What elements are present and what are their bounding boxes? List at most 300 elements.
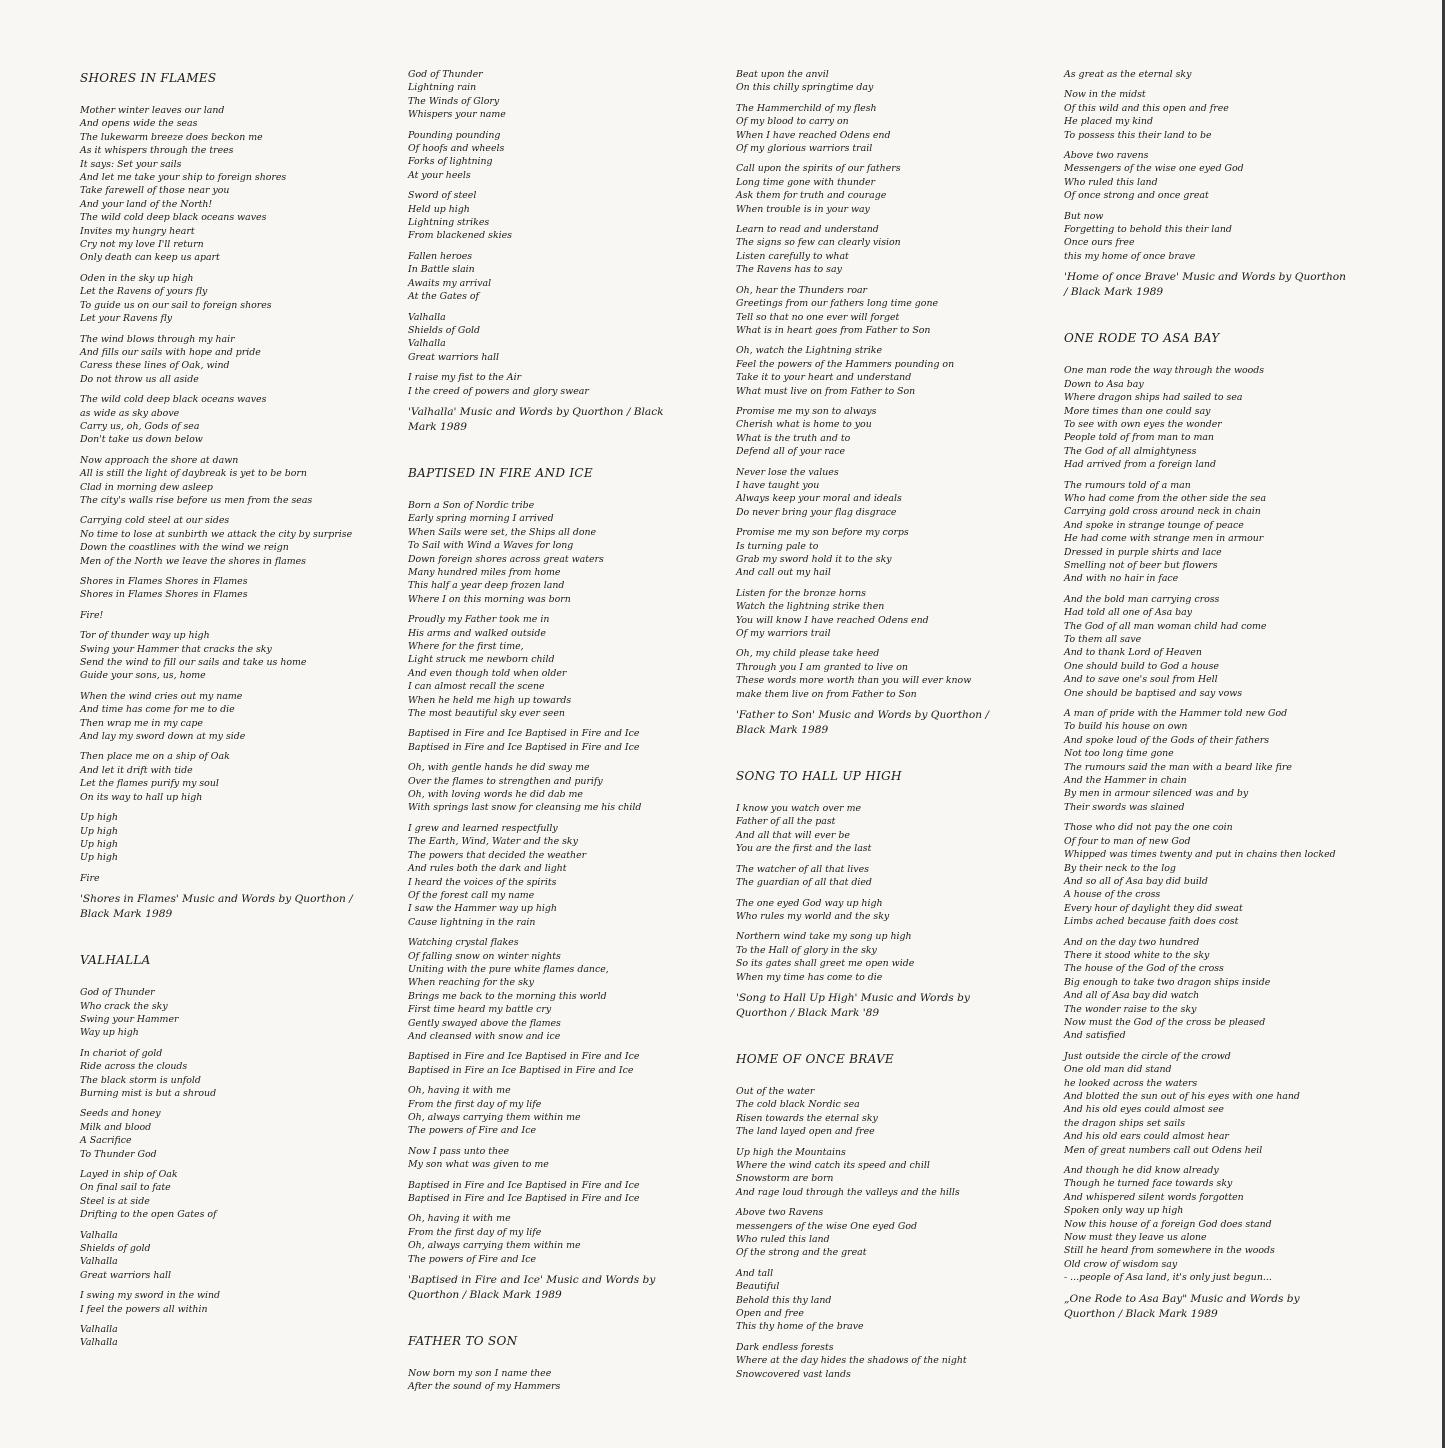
lyrics-column-2 xyxy=(408,68,748,1401)
lyric-line: The wild cold deep black oceans waves xyxy=(80,394,267,406)
lyric-line: Milk and blood xyxy=(80,1121,152,1133)
lyric-line: Baptised in Fire an Ice Baptised in Fire and Ice xyxy=(408,1064,634,1076)
lyric-line: At your heels xyxy=(408,169,471,181)
lyric-line: From the first day of my life xyxy=(408,1226,542,1238)
lyric-line: Had told all one of Asa bay xyxy=(1064,607,1193,619)
lyric-line: And spoke in strange tounge of peace xyxy=(1064,519,1244,531)
lyric-line: Every hour of daylight they did sweat xyxy=(1064,902,1243,914)
lyric-line: And even though told when older xyxy=(408,667,567,679)
lyric-line: the dragon ships set sails xyxy=(1064,1117,1186,1129)
lyric-line: The one eyed God way up high xyxy=(736,897,883,909)
lyric-stanza xyxy=(736,863,1076,890)
lyric-line: Learn to read and understand xyxy=(736,224,879,236)
song-block xyxy=(736,68,1076,738)
lyric-line: Born a Son of Nordic tribe xyxy=(408,499,535,511)
lyric-line: Watch the lightning strike then xyxy=(736,601,885,613)
lyric-line: One old man did stand xyxy=(1064,1064,1172,1076)
lyric-line: In chariot of gold xyxy=(80,1047,163,1059)
lyric-line: Cherish what is home to you xyxy=(736,419,872,431)
lyric-line: Now approach the shore at dawn xyxy=(80,454,239,466)
lyric-line: And let it drift with tide xyxy=(80,764,193,776)
lyric-line: The black storm is unfold xyxy=(80,1074,201,1086)
lyric-line: To guide us on our sail to foreign shores xyxy=(80,299,272,311)
lyric-stanza xyxy=(1064,936,1404,1043)
lyric-line: Of my glorious warriors trail xyxy=(736,143,873,155)
lyric-line: Long time gone with thunder xyxy=(736,176,876,188)
lyric-line: Smelling not of beer but flowers xyxy=(1064,559,1218,571)
lyric-line: Listen carefully to what xyxy=(736,250,849,262)
lyric-stanza xyxy=(736,1206,1076,1260)
lyrics-column-4 xyxy=(1064,68,1404,1322)
lyric-stanza xyxy=(408,1367,748,1394)
lyric-line: I know you watch over me xyxy=(736,803,862,815)
song-title: BAPTISED IN FIRE AND ICE xyxy=(408,465,593,480)
lyric-line: The wild cold deep black oceans waves xyxy=(80,212,267,224)
lyric-line: Ask them for truth and courage xyxy=(736,190,887,202)
lyric-line: And to thank Lord of Heaven xyxy=(1064,647,1202,659)
lyric-line: Never lose the values xyxy=(736,466,839,478)
lyric-line: Of the strong and the great xyxy=(736,1247,867,1259)
lyric-line: And blotted the sun out of his eyes with one hand xyxy=(1064,1091,1300,1102)
lyric-line: Seeds and honey xyxy=(80,1108,161,1120)
lyric-line: Don't take us down below xyxy=(80,434,203,446)
lyric-line: The powers that decided the weather xyxy=(408,849,587,861)
lyric-line: Up high xyxy=(80,812,118,824)
lyric-line: Valhalla xyxy=(80,1256,118,1268)
lyric-line: Grab my sword hold it to the sky xyxy=(736,554,892,565)
lyric-line: Of this wild and this open and free xyxy=(1064,102,1229,114)
lyric-line: Do never bring your flag disgrace xyxy=(736,506,897,518)
lyric-stanza xyxy=(736,162,1076,216)
lyric-line: Drifting to the open Gates of xyxy=(80,1209,217,1221)
lyric-line: Forks of lightning xyxy=(408,156,493,168)
lyric-line: His arms and walked outside xyxy=(408,627,546,639)
song-block xyxy=(1064,68,1404,300)
lyric-line: No time to lose at sunbirth we attack the city by surprise xyxy=(80,528,353,540)
lyric-line: And rage loud through the valleys and the hills xyxy=(736,1186,960,1198)
lyric-line: When Sails were set, the Ships all done xyxy=(408,526,597,538)
lyric-stanza xyxy=(80,272,420,326)
lyric-line: And the Hammer in chain xyxy=(1064,775,1187,787)
lyric-line: To the Hall of glory in the sky xyxy=(736,944,877,956)
lyric-line: Clad in morning dew asleep xyxy=(80,481,213,493)
lyric-line: On its way to hall up high xyxy=(80,791,203,803)
lyric-line: And satisfied xyxy=(1064,1030,1126,1042)
lyric-stanza xyxy=(736,1341,1076,1381)
lyric-stanza xyxy=(736,647,1076,701)
lyric-line: By men in armour silenced was and by xyxy=(1064,788,1249,800)
lyric-line: Steel is at side xyxy=(80,1195,150,1207)
lyric-line: Ride across the clouds xyxy=(80,1061,188,1073)
lyric-line: Dressed in purple shirts and lace xyxy=(1064,546,1222,558)
lyric-line: After the sound of my Hammers xyxy=(408,1381,561,1393)
lyric-line: Shores in Flames Shores in Flames xyxy=(80,589,248,601)
lyric-line: Shields of Gold xyxy=(408,324,481,336)
lyric-line: Who ruled this land xyxy=(1064,176,1158,188)
lyric-line: Through you I am granted to live on xyxy=(736,661,908,673)
lyric-line: And all of Asa bay did watch xyxy=(1064,990,1200,1002)
lyric-line: Up high xyxy=(80,838,118,850)
lyric-line: Baptised in Fire and Ice Baptised in Fire and Ice xyxy=(408,728,640,740)
lyric-line: The Hammerchild of my flesh xyxy=(736,102,877,114)
lyric-line: Where the wind catch its speed and chill xyxy=(736,1159,930,1171)
lyric-line: Where for the first time, xyxy=(408,641,524,652)
lyric-line: Old crow of wisdom say xyxy=(1064,1258,1178,1270)
lyric-line: Whispers your name xyxy=(408,109,506,121)
lyric-line: Where dragon ships had sailed to sea xyxy=(1064,392,1243,404)
lyric-line: What is in heart goes from Father to Son xyxy=(736,324,931,336)
lyric-line: Who rules my world and the sky xyxy=(736,910,890,922)
lyric-stanza xyxy=(1064,88,1404,142)
lyric-line: Of once strong and once great xyxy=(1064,190,1209,202)
lyric-line: One should build to God a house xyxy=(1064,660,1219,672)
lyric-line: The house of the God of the cross xyxy=(1064,963,1224,975)
lyric-line: The cold black Nordic sea xyxy=(736,1099,860,1111)
lyric-line: The most beautiful sky ever seen xyxy=(408,708,565,720)
lyric-line: The Earth, Wind, Water and the sky xyxy=(408,836,578,848)
lyric-line: And call out my hail xyxy=(736,567,831,579)
lyric-line: Snowcovered vast lands xyxy=(736,1368,851,1380)
lyric-line: To see with own eyes the wonder xyxy=(1064,418,1222,430)
lyric-line: Great warriors hall xyxy=(80,1269,171,1281)
lyric-line: Lightning strikes xyxy=(408,217,490,229)
lyric-line: Now must the God of the cross be pleased xyxy=(1064,1016,1266,1028)
lyric-stanza xyxy=(408,189,748,243)
lyric-line: Men of the North we leave the shores in flames xyxy=(80,555,306,567)
lyric-stanza xyxy=(80,690,420,744)
lyric-line: Fallen heroes xyxy=(408,250,473,262)
lyric-line: Down the coastlines with the wind we reign xyxy=(80,542,289,554)
lyric-stanza xyxy=(736,405,1076,459)
lyric-line: Now I pass unto thee xyxy=(408,1145,510,1157)
lyric-line: Guide your sons, us, home xyxy=(80,670,206,682)
lyric-line: Where at the day hides the shadows of the night xyxy=(736,1355,967,1367)
lyric-stanza xyxy=(408,936,748,1043)
lyric-stanza xyxy=(408,311,748,365)
lyric-line: Of my warriors trail xyxy=(736,628,831,640)
lyric-line: The watcher of all that lives xyxy=(736,863,869,875)
lyric-line: The Ravens has to say xyxy=(736,264,842,276)
lyric-line: Defend all of your race xyxy=(736,446,846,458)
lyric-line: Not too long time gone xyxy=(1064,748,1174,760)
lyric-line: Forgetting to behold this their land xyxy=(1064,224,1232,236)
lyric-line: When my time has come to die xyxy=(736,971,883,983)
lyric-stanza xyxy=(408,250,748,304)
lyric-line: To Thunder God xyxy=(80,1148,157,1160)
lyric-line: Who ruled this land xyxy=(736,1234,830,1245)
lyric-line: The land layed open and free xyxy=(736,1126,875,1138)
lyric-line: Swing your Hammer xyxy=(80,1013,179,1025)
lyric-line: Oden in the sky up high xyxy=(80,272,194,284)
lyric-line: First time heard my battle cry xyxy=(408,1004,552,1016)
lyric-line: Only death can keep us apart xyxy=(80,252,220,264)
lyric-line: There it stood white to the sky xyxy=(1064,949,1210,961)
lyric-line: More times than one could say xyxy=(1064,405,1211,417)
song-title: SONG TO HALL UP HIGH xyxy=(736,769,902,784)
lyric-line: On this chilly springtime day xyxy=(736,82,874,94)
song-title: HOME OF ONCE BRAVE xyxy=(736,1051,894,1066)
lyric-line: Valhalla xyxy=(408,338,446,350)
lyric-stanza xyxy=(408,1212,748,1266)
song-block xyxy=(408,68,748,435)
song-credit: „One Rode to Asa Bay" Music and Words by Quorthon / Black Mark 1989 xyxy=(1064,1292,1300,1320)
lyric-line: When the wind cries out my name xyxy=(80,690,243,702)
lyric-stanza xyxy=(408,1145,748,1172)
lyric-line: Up high xyxy=(80,852,118,864)
song-block xyxy=(408,463,748,1303)
lyric-stanza xyxy=(408,1179,748,1206)
lyric-line: Is turning pale to xyxy=(736,540,819,552)
lyric-line: Men of great numbers call out Odens heil xyxy=(1064,1144,1263,1156)
lyric-line: The rumours said the man with a beard like fire xyxy=(1064,761,1292,773)
lyric-line: And rules both the dark and light xyxy=(408,863,567,875)
lyric-line: Pounding pounding xyxy=(408,129,501,141)
lyric-line: But now xyxy=(1064,210,1104,222)
lyric-line: Over the flames to strengthen and purify xyxy=(408,775,603,787)
song-block xyxy=(80,68,420,922)
lyric-line: At the Gates of xyxy=(408,291,479,303)
lyric-line: And with no hair in face xyxy=(1064,573,1179,585)
lyric-stanza xyxy=(80,1047,420,1101)
lyric-stanza xyxy=(408,1050,748,1077)
lyric-stanza xyxy=(80,811,420,865)
lyric-line: Layed in ship of Oak xyxy=(80,1169,178,1180)
lyric-line: Call upon the spirits of our fathers xyxy=(736,163,901,175)
lyric-line: Above two Ravens xyxy=(736,1207,824,1219)
lyric-line: Many hundred miles from home xyxy=(408,566,561,578)
lyric-line: Great warriors hall xyxy=(408,351,499,363)
lyric-line: And on the day two hundred xyxy=(1064,936,1200,948)
lyric-stanza xyxy=(736,1146,1076,1200)
song-credit: 'Valhalla' Music and Words by Quorthon / Black Mark 1989 xyxy=(408,405,664,433)
lyric-stanza xyxy=(1064,68,1404,81)
lyric-stanza xyxy=(408,761,748,815)
lyric-line: And your land of the North! xyxy=(80,198,213,210)
lyric-line: Big enough to take two dragon ships inside xyxy=(1064,976,1271,988)
lyric-line: Oh, with loving words he did dab me xyxy=(408,789,583,801)
song-credit: 'Shores in Flames' Music and Words by Quorthon / Black Mark 1989 xyxy=(80,893,353,921)
lyric-line: From blackened skies xyxy=(408,230,512,242)
lyric-line: Father of all the past xyxy=(736,816,836,828)
lyric-line: All is still the light of daybreak is yet to be born xyxy=(80,468,307,480)
lyric-line: And lay my sword down at my side xyxy=(80,731,246,743)
lyric-line: Early spring morning I arrived xyxy=(408,513,554,525)
lyric-line: Baptised in Fire and Ice Baptised in Fire and Ice xyxy=(408,741,640,753)
lyric-line: Risen towards the eternal sky xyxy=(736,1112,878,1124)
lyric-line: And fills our sails with hope and pride xyxy=(80,346,261,358)
lyric-line: Dark endless forests xyxy=(736,1341,834,1353)
lyric-line: Promise me my son to always xyxy=(736,405,877,417)
lyric-line: Valhalla xyxy=(408,311,446,323)
song-block xyxy=(80,950,420,1350)
lyric-stanza xyxy=(80,514,420,568)
lyric-line: Who crack the sky xyxy=(80,1000,168,1012)
lyric-line: And all that will ever be xyxy=(736,829,850,841)
lyric-line: Oh, having it with me xyxy=(408,1213,511,1225)
lyric-line: Had arrived from a foreign land xyxy=(1064,459,1216,471)
lyric-stanza xyxy=(80,1168,420,1222)
lyric-line: Above two ravens xyxy=(1064,150,1149,162)
lyric-line: Oh, having it with me xyxy=(408,1085,511,1097)
lyric-line: Baptised in Fire and Ice Baptised in Fire and Ice xyxy=(408,1179,640,1191)
lyric-line: Out of the water xyxy=(736,1085,815,1097)
lyric-line: Let the flames purify my soul xyxy=(80,778,219,790)
lyric-line: Oh, always carrying them within me xyxy=(408,1240,581,1252)
lyric-line: Promise me my son before my corps xyxy=(736,527,909,539)
lyric-line: Oh, with gentle hands he did sway me xyxy=(408,762,590,774)
lyric-line: Limbs ached because faith does cost xyxy=(1064,916,1239,928)
lyric-line: Mother winter leaves our land xyxy=(80,105,225,116)
lyric-stanza xyxy=(80,104,420,265)
lyric-line: What is the truth and to xyxy=(736,432,851,444)
lyric-line: Cry not my love I'll return xyxy=(80,239,204,251)
lyric-line: Let the Ravens of yours fly xyxy=(80,286,208,298)
lyric-line: Beautiful xyxy=(736,1281,780,1293)
lyric-line: Held up high xyxy=(408,203,470,215)
lyric-line: As it whispers through the trees xyxy=(80,145,234,157)
lyric-line: Those who did not pay the one coin xyxy=(1064,822,1233,834)
lyric-line: Swing your Hammer that cracks the sky xyxy=(80,643,272,655)
lyric-line: Light struck me newborn child xyxy=(408,654,555,666)
song-title: ONE RODE TO ASA BAY xyxy=(1064,331,1220,346)
lyric-line: The guardian of all that died xyxy=(736,877,872,889)
lyric-line: Oh, always carrying them within me xyxy=(408,1112,581,1123)
lyric-line: God of Thunder xyxy=(80,987,155,999)
lyric-line: I have taught you xyxy=(736,479,820,491)
lyric-line: Still he heard from somewhere in the woods xyxy=(1064,1245,1275,1257)
lyric-stanza xyxy=(1064,821,1404,928)
lyric-line: Oh, watch the Lightning strike xyxy=(736,345,883,357)
lyric-stanza xyxy=(408,499,748,606)
lyric-line: It says: Set your sails xyxy=(80,158,182,170)
song-title: FATHER TO SON xyxy=(408,1334,518,1349)
lyric-stanza xyxy=(80,1289,420,1316)
lyric-line: And spoke loud of the Gods of their fathers xyxy=(1064,734,1270,746)
song-block xyxy=(736,1049,1076,1381)
lyric-line: Fire! xyxy=(80,609,104,621)
lyric-line: When trouble is in your way xyxy=(736,203,870,215)
song-credit: 'Home of once Brave' Music and Words by Quorthon / Black Mark 1989 xyxy=(1064,271,1346,299)
lyric-line: Then wrap me in my cape xyxy=(80,717,203,729)
lyric-line: To Sail with Wind a Waves for long xyxy=(408,540,574,552)
lyric-line: The God of all almightyness xyxy=(1064,445,1197,457)
lyric-stanza xyxy=(736,897,1076,924)
lyric-line: Feel the powers of the Hammers pounding on xyxy=(736,358,955,370)
lyric-line: You are the first and the last xyxy=(736,843,872,855)
lyric-line: When reaching for the sky xyxy=(408,977,534,989)
song-title: VALHALLA xyxy=(80,953,151,968)
lyric-line: Messengers of the wise one eyed God xyxy=(1064,163,1244,175)
lyric-line: Of falling snow on winter nights xyxy=(408,950,561,962)
lyric-line: Awaits my arrival xyxy=(408,277,492,289)
lyric-line: make them live on from Father to Son xyxy=(736,688,917,700)
lyric-stanza xyxy=(736,930,1076,984)
lyric-line: Valhalla xyxy=(80,1324,118,1336)
lyric-line: Then place me on a ship of Oak xyxy=(80,751,230,763)
lyric-line: He had come with strange men in armour xyxy=(1064,533,1264,545)
lyric-line: Always keep your moral and ideals xyxy=(736,493,902,505)
lyric-line: Carry us, oh, Gods of sea xyxy=(80,420,200,432)
lyric-line: Do not throw us all aside xyxy=(80,373,199,385)
lyric-line: as wide as sky above xyxy=(80,407,180,419)
lyric-line: Valhalla xyxy=(80,1337,118,1349)
lyric-line: I feel the powers all within xyxy=(80,1303,208,1315)
lyric-line: Caress these lines of Oak, wind xyxy=(80,360,230,372)
song-block xyxy=(1064,328,1404,1321)
lyric-line: Way up high xyxy=(80,1027,139,1039)
lyric-line: The Winds of Glory xyxy=(408,95,500,107)
lyric-stanza xyxy=(736,68,1076,95)
lyric-line: The wind blows through my hair xyxy=(80,333,235,345)
lyric-line: You will know I have reached Odens end xyxy=(736,614,929,626)
lyric-line: I heard the voices of the spirits xyxy=(408,876,557,888)
lyric-line: From the first day of my life xyxy=(408,1098,542,1110)
lyric-line: Listen for the bronze horns xyxy=(736,587,866,599)
lyric-line: These words more worth than you will ever know xyxy=(736,675,972,687)
lyric-line: The rumours told of a man xyxy=(1064,479,1191,491)
lyric-line: God of Thunder xyxy=(408,69,483,80)
lyric-stanza xyxy=(80,393,420,447)
lyric-line: Snowstorm are born xyxy=(736,1173,834,1185)
lyric-stanza xyxy=(408,371,748,398)
lyric-line: And whispered silent words forgotten xyxy=(1064,1191,1244,1203)
lyric-line: With springs last snow for cleansing me his child xyxy=(408,802,642,814)
lyric-stanza xyxy=(736,466,1076,520)
lyric-line: Valhalla xyxy=(80,1229,118,1241)
lyric-line: Greetings from our fathers long time gone xyxy=(736,298,939,310)
lyric-line: I grew and learned respectfully xyxy=(408,822,558,834)
lyric-line: Uniting with the pure white flames dance, xyxy=(408,963,609,975)
lyric-line: And tall xyxy=(736,1267,774,1279)
lyric-line: The signs so few can clearly vision xyxy=(736,237,901,249)
lyric-line: Oh, hear the Thunders roar xyxy=(736,284,868,296)
lyric-line: What must live on from Father to Son xyxy=(736,385,916,397)
lyric-stanza xyxy=(736,1267,1076,1334)
lyric-line: Watching crystal flakes xyxy=(408,937,519,949)
lyric-stanza xyxy=(1064,210,1404,264)
lyric-line: Tor of thunder way up high xyxy=(80,630,210,642)
lyric-line: Carrying cold steel at our sides xyxy=(80,515,230,527)
lyric-line: I raise my fist to the Air xyxy=(408,372,522,384)
lyric-stanza xyxy=(80,629,420,683)
lyric-stanza xyxy=(408,1084,748,1138)
lyric-stanza xyxy=(80,609,420,622)
lyric-line: - ...people of Asa land, it's only just begun... xyxy=(1064,1272,1272,1284)
song-block xyxy=(408,1331,748,1394)
lyric-stanza xyxy=(80,1229,420,1283)
lyric-line: And though he did know already xyxy=(1064,1165,1219,1177)
lyric-line: Now must they leave us alone xyxy=(1064,1232,1207,1244)
lyric-line: When I have reached Odens end xyxy=(736,129,891,141)
lyrics-column-1 xyxy=(80,68,420,1357)
lyric-line: And cleansed with snow and ice xyxy=(408,1030,561,1042)
lyric-line: To build his house on own xyxy=(1064,721,1188,733)
lyric-stanza xyxy=(80,1323,420,1350)
lyric-line: I can almost recall the scene xyxy=(408,681,545,693)
lyric-line: Sword of steel xyxy=(408,190,477,202)
lyric-line: I saw the Hammer way up high xyxy=(408,903,557,915)
lyric-stanza xyxy=(408,822,748,929)
lyric-line: I the creed of powers and glory swear xyxy=(408,385,589,397)
lyric-line: Oh, my child please take heed xyxy=(736,648,880,660)
lyric-line: Though he turned face towards sky xyxy=(1064,1178,1233,1190)
lyric-line: People told of from man to man xyxy=(1064,432,1214,444)
lyric-line: The city's walls rise before us men from the seas xyxy=(80,494,313,506)
lyric-line: This thy home of the brave xyxy=(736,1321,864,1333)
lyric-line: And to save one's soul from Hell xyxy=(1064,674,1218,686)
lyric-stanza xyxy=(80,454,420,508)
lyric-stanza xyxy=(80,1107,420,1161)
